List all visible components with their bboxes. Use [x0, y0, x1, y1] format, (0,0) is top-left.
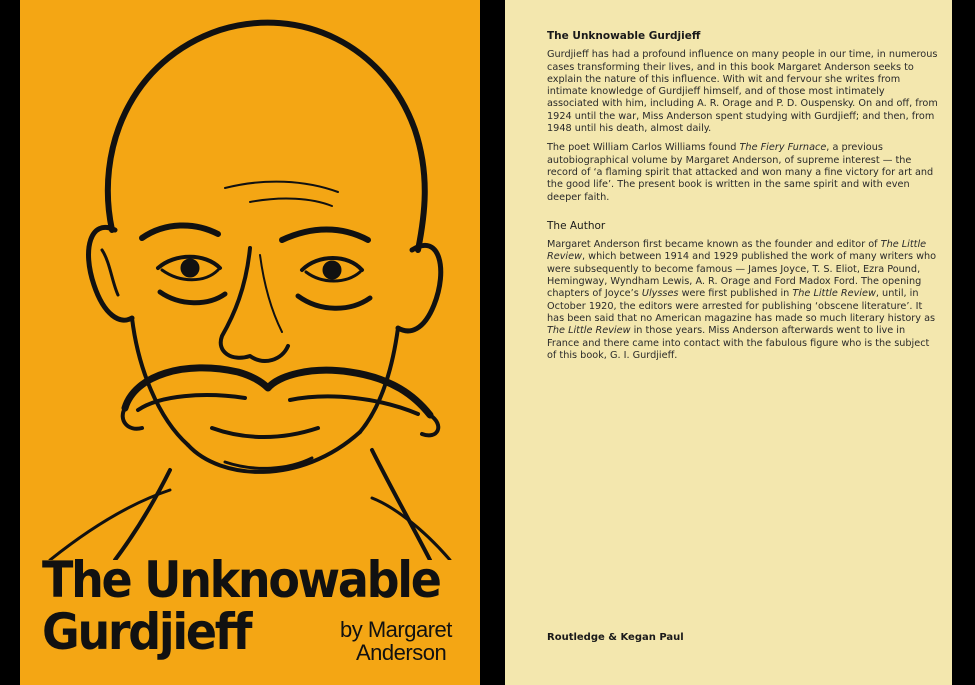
publisher-name: Routledge & Kegan Paul	[547, 632, 684, 643]
front-cover	[20, 0, 480, 685]
magazine-title: The Little Review	[547, 325, 631, 337]
text-run: were first published in	[678, 288, 793, 300]
cover-byline	[340, 618, 452, 664]
text-run: The poet William Carlos Williams found	[547, 142, 740, 154]
cover-title-line-1: The Unknowable	[42, 551, 440, 609]
cover-title-line-2: Gurdjieff	[42, 603, 251, 661]
text-run: , a previous autobiographical volume by Margaret Anderson, of supreme interest — the record of ‘a flaming spirit that attacked and won many a fine victory for art and the good life’. The present book is written in the same spirit and with even deeper faith.	[547, 142, 934, 203]
text-run: in those years. Miss Anderson afterwards went to live in France and there came into contact with the fabulous figure who is the subject of this book, G. I. Gurdjieff.	[547, 325, 930, 361]
author-paragraph	[547, 239, 939, 362]
blurb-heading: The Unknowable Gurdjieff	[547, 30, 701, 42]
gurdjieff-portrait-drawing	[20, 0, 480, 560]
blurb-paragraph-2	[547, 142, 939, 203]
back-cover	[505, 0, 952, 685]
text-run: , until, in October 1920, the editors were arrested for publishing ‘obscene literature’. It has been said that no American magazine has made so much literary history as	[547, 288, 936, 324]
byline-line-1: by Margaret	[340, 617, 452, 642]
author-heading: The Author	[547, 219, 606, 232]
text-run: , which between 1914 and 1929 published the work of many writers who were subsequently to become famous — James Joyce, T. S. Eliot, Ezra Pound, Hemingway, Wyndham Lewis, A. R. Orage and Ford Madox Ford. The opening chapters of Joyce’s	[547, 251, 937, 300]
back-cover-text	[547, 30, 939, 369]
byline-line-2: Anderson	[356, 640, 447, 665]
book-title: The Fiery Furnace	[739, 142, 827, 154]
magazine-title: The Little Review	[547, 239, 927, 263]
blurb-paragraph-1: Gurdjieff has had a profound influence on many people in our time, in numerous cases transforming their lives, and in this book Margaret Anderson seeks to explain the nature of this influence. With wit and fervour she writes from intimate knowledge of Gurdjieff himself, and of those most intimately associated with him, including A. R. Orage and P. D. Ouspensky. On and off, from 1924 until the war, Miss Anderson spent studying with Gurdjieff; and then, from 1948 until his death, almost daily.	[547, 49, 938, 135]
text-run: Margaret Anderson first became known as the founder and editor of	[547, 239, 881, 251]
magazine-title: The Little Review	[792, 288, 876, 300]
book-title: Ulysses	[641, 288, 679, 300]
